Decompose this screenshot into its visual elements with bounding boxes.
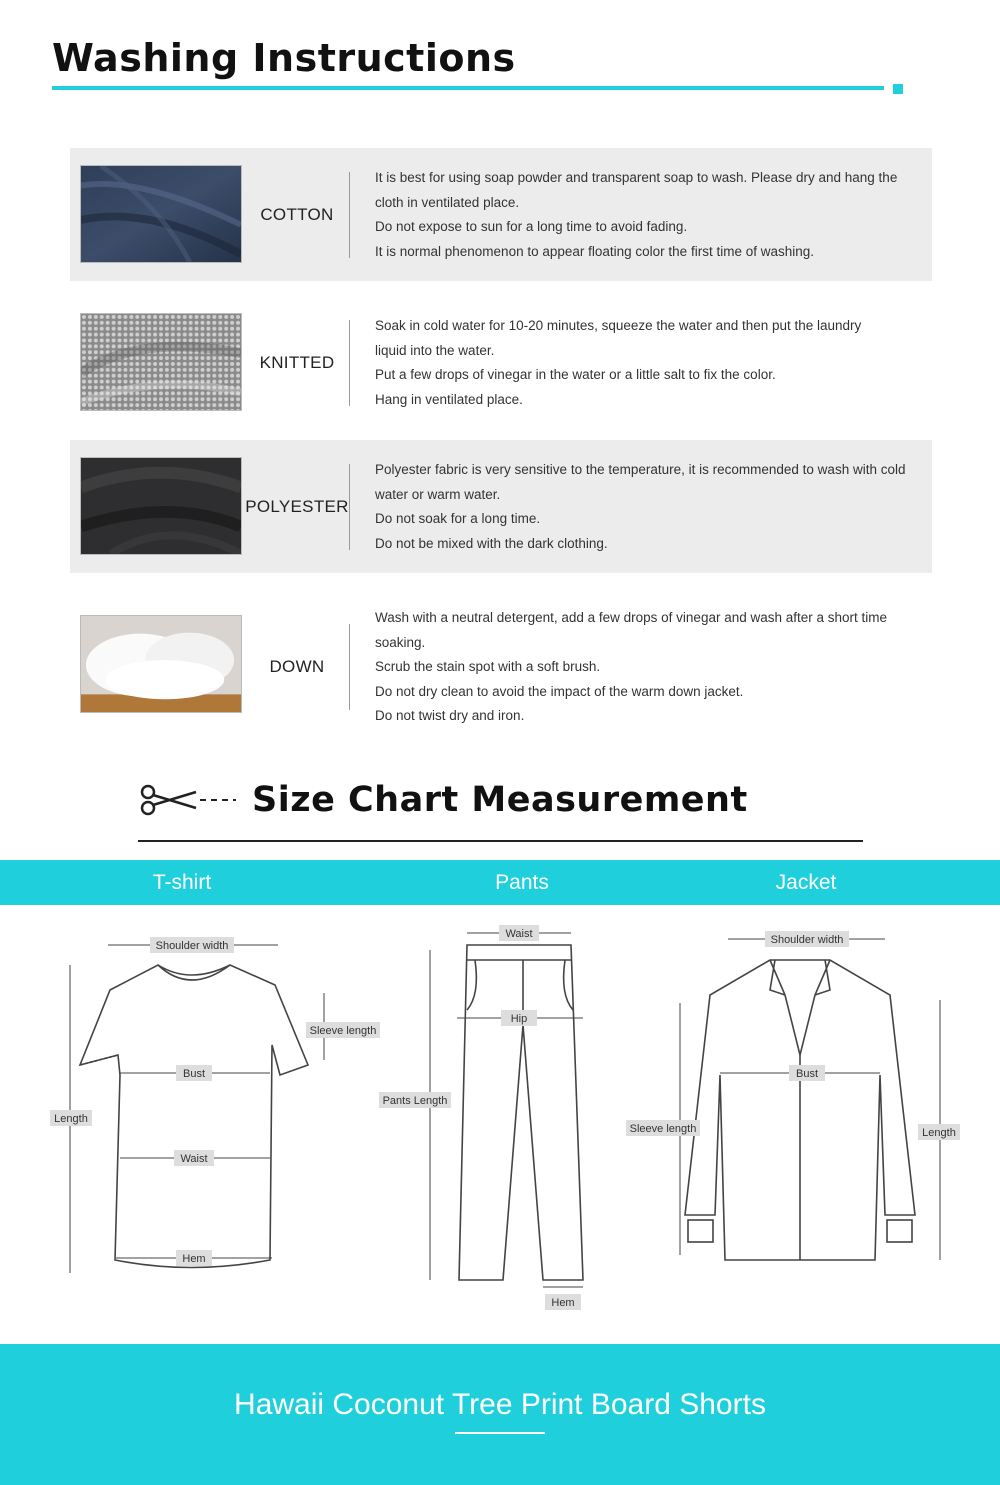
fabric-row-down — [70, 600, 932, 740]
fabric-note: It is normal phenomenon to appear floating color the first time of washing. — [375, 243, 814, 259]
pants-hip-label: Hip — [510, 1013, 528, 1025]
fabric-note: Polyester fabric is very sensitive to the temperature, it is recommended to wash with cold — [375, 462, 906, 477]
tshirt-outline — [40, 915, 390, 1315]
page-title: Washing Instructions — [52, 36, 516, 80]
pants-diagram — [375, 915, 605, 1315]
fabric-note: Soak in cold water for 10-20 minutes, squeeze the water and then put the laundry — [375, 318, 862, 333]
fabric-name: KNITTED — [259, 352, 335, 372]
fabric-note: Wash with a neutral detergent, add a few drops of vinegar and wash after a short time — [375, 610, 888, 625]
fabric-note: water or warm water. — [375, 486, 501, 502]
down-swatch-image — [80, 615, 242, 713]
footer-band — [0, 1344, 1000, 1485]
scissors-icon — [138, 780, 238, 820]
footer-underline — [455, 1432, 545, 1434]
fabric-name: DOWN — [269, 656, 325, 676]
tshirt-waist-label: Waist — [180, 1153, 208, 1165]
fabric-divider — [349, 172, 350, 258]
tshirt-diagram — [40, 915, 390, 1315]
size-chart-title: Size Chart Measurement — [252, 780, 748, 820]
pants-length-label: Pants Length — [382, 1095, 448, 1107]
fabric-row-knitted — [70, 296, 932, 429]
fabric-divider — [349, 320, 350, 406]
fabric-divider — [349, 464, 350, 550]
fabric-notes — [375, 606, 927, 729]
polyester-swatch-image — [80, 457, 242, 555]
pants-outline — [375, 915, 605, 1315]
fabric-name: POLYESTER — [245, 496, 349, 516]
jacket-length-label: Length — [922, 1127, 956, 1139]
garment-tabs-band — [0, 860, 1000, 905]
title-accent-square — [893, 84, 903, 94]
fabric-note: Do not twist dry and iron. — [375, 708, 525, 724]
fabric-note: Put a few drops of vinegar in the water or a little salt to fix the color. — [375, 367, 776, 383]
fabric-notes — [375, 166, 927, 264]
tab-jacket: Jacket — [775, 871, 837, 894]
tab-tshirt: T-shirt — [152, 871, 212, 894]
fabric-row-cotton — [70, 148, 932, 281]
fabric-note: Do not soak for a long time. — [375, 511, 541, 527]
title-underline — [52, 86, 884, 90]
fabric-notes — [375, 458, 927, 556]
tshirt-hem-label: Hem — [182, 1253, 206, 1265]
fabric-note: Do not expose to sun for a long time to avoid fading. — [375, 219, 688, 235]
fabric-note: Do not dry clean to avoid the impact of the warm down jacket. — [375, 683, 744, 699]
fabric-name: COTTON — [260, 204, 334, 224]
fabric-note: Hang in ventilated place. — [375, 391, 523, 407]
pants-waist-label: Waist — [505, 928, 533, 940]
product-title: Hawaii Coconut Tree Print Board Shorts — [234, 1388, 766, 1421]
knitted-swatch-image — [80, 313, 242, 411]
jacket-shoulder-label: Shoulder width — [770, 934, 844, 946]
tshirt-bust-label: Bust — [182, 1068, 206, 1080]
fabric-note: liquid into the water. — [375, 342, 495, 358]
size-chart-rule — [138, 840, 863, 842]
fabric-divider — [349, 624, 350, 710]
tshirt-length-label: Length — [54, 1113, 88, 1125]
jacket-bust-label: Bust — [795, 1068, 819, 1080]
tab-pants: Pants — [495, 871, 549, 894]
fabric-notes — [375, 314, 927, 412]
fabric-row-polyester — [70, 440, 932, 573]
fabric-note: cloth in ventilated place. — [375, 194, 520, 210]
tshirt-sleeve-label: Sleeve length — [309, 1025, 377, 1037]
jacket-diagram — [620, 915, 990, 1315]
jacket-outline — [620, 915, 990, 1315]
jacket-sleeve-label: Sleeve length — [629, 1123, 697, 1135]
tshirt-shoulder-label: Shoulder width — [155, 940, 229, 952]
fabric-note: soaking. — [375, 634, 426, 650]
fabric-note: Scrub the stain spot with a soft brush. — [375, 659, 601, 675]
fabric-note: It is best for using soap powder and transparent soap to wash. Please dry and hang the — [375, 170, 898, 185]
fabric-note: Do not be mixed with the dark clothing. — [375, 535, 608, 551]
size-chart-header — [138, 778, 748, 822]
cotton-swatch-image — [80, 165, 242, 263]
pants-hem-label: Hem — [551, 1297, 575, 1309]
